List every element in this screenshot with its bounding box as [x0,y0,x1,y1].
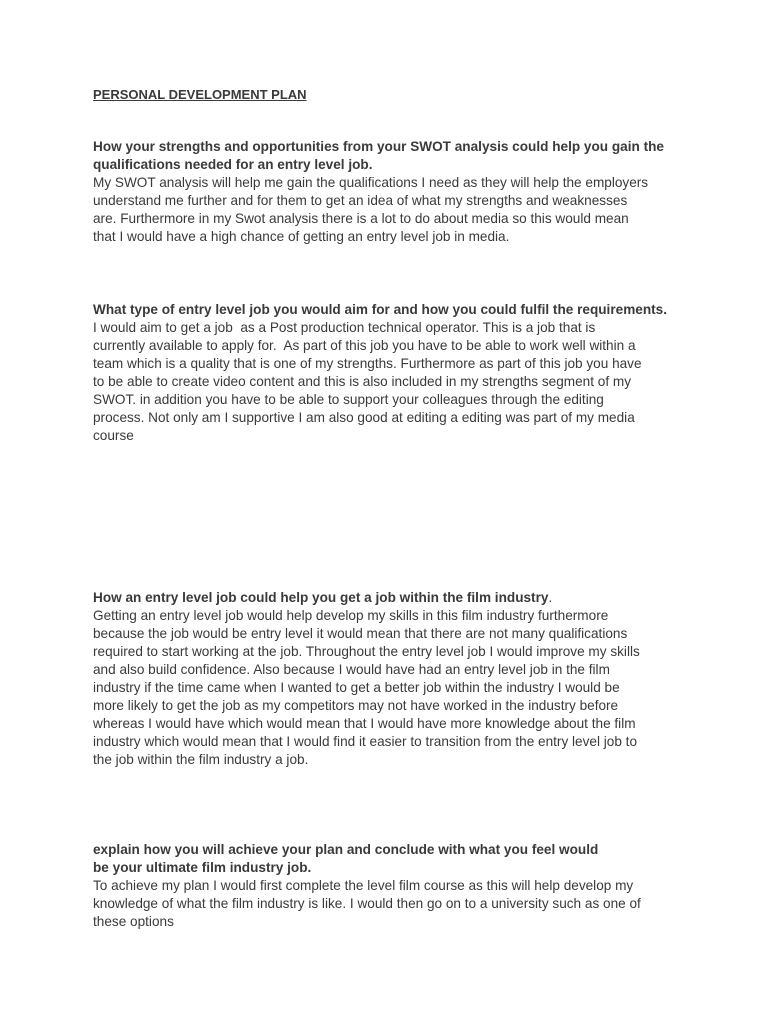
answer-line: knowledge of what the film industry is like. I would then go on to a university such as one of [93,896,641,911]
section-question [93,841,673,877]
answer-line: understand me further and for them to get an idea of what my strengths and weaknesses [93,193,628,208]
section-question [93,589,673,607]
question-line: explain how you will achieve your plan and conclude with what you feel would [93,842,599,857]
answer-line: are. Furthermore in my Swot analysis there is a lot to do about media so this would mean [93,211,629,226]
answer-line: these options [93,914,174,929]
section-plan-conclusion [93,841,673,931]
document-title: PERSONAL DEVELOPMENT PLAN [93,87,307,102]
answer-line: industry which would mean that I would find it easier to transition from the entry level job to [93,734,638,749]
answer-line: that I would have a high chance of getting an entry level job in media. [93,229,510,244]
answer-line: the job within the film industry a job. [93,752,309,767]
answer-line: to be able to create video content and this is also included in my strengths segment of my [93,374,632,389]
answer-line: more likely to get the job as my competitors may not have worked in the industry before [93,698,619,713]
answer-line: and also build confidence. Also because I would have had an entry level job in the film [93,662,610,677]
answer-line: currently available to apply for. As part of this job you have to be able to work well within a [93,338,636,353]
section-answer [93,319,673,445]
answer-line: Getting an entry level job would help develop my skills in this film industry furthermore [93,608,609,623]
question-line: qualifications needed for an entry level job. [93,157,373,172]
answer-line: process. Not only am I supportive I am also good at editing a editing was part of my media [93,410,635,425]
question-suffix: . [548,590,553,605]
section-answer [93,174,673,246]
answer-line: To achieve my plan I would first complete the level film course as this will help develop my [93,878,634,893]
section-question [93,301,673,319]
answer-line: because the job would be entry level it would mean that there are not many qualifications [93,626,628,641]
question-line [93,589,673,607]
question-line: What type of entry level job you would aim for and how you could fulfil the requirements. [93,302,668,317]
section-entry-level-job-aim [93,301,673,445]
question-line: How your strengths and opportunities from your SWOT analysis could help you gain the [93,139,664,154]
section-question [93,138,673,174]
answer-line: whereas I would have which would mean that I would have more knowledge about the film [93,716,636,731]
section-swot-qualifications [93,138,673,246]
answer-line: required to start working at the job. Throughout the entry level job I would improve my skills [93,644,640,659]
section-film-industry-path [93,589,673,769]
answer-line: course [93,428,134,443]
question-text: How an entry level job could help you get a job within the film industry [93,590,549,605]
answer-line: SWOT. in addition you have to be able to support your colleagues through the editing [93,392,604,407]
section-answer [93,607,673,769]
answer-line: My SWOT analysis will help me gain the qualifications I need as they will help the employers [93,175,649,190]
section-answer [93,877,673,931]
question-line: be your ultimate film industry job. [93,860,312,875]
answer-line: I would aim to get a job as a Post production technical operator. This is a job that is [93,320,596,335]
answer-line: team which is a quality that is one of my strengths. Furthermore as part of this job you have [93,356,642,371]
answer-line: industry if the time came when I wanted to get a better job within the industry I would be [93,680,620,695]
